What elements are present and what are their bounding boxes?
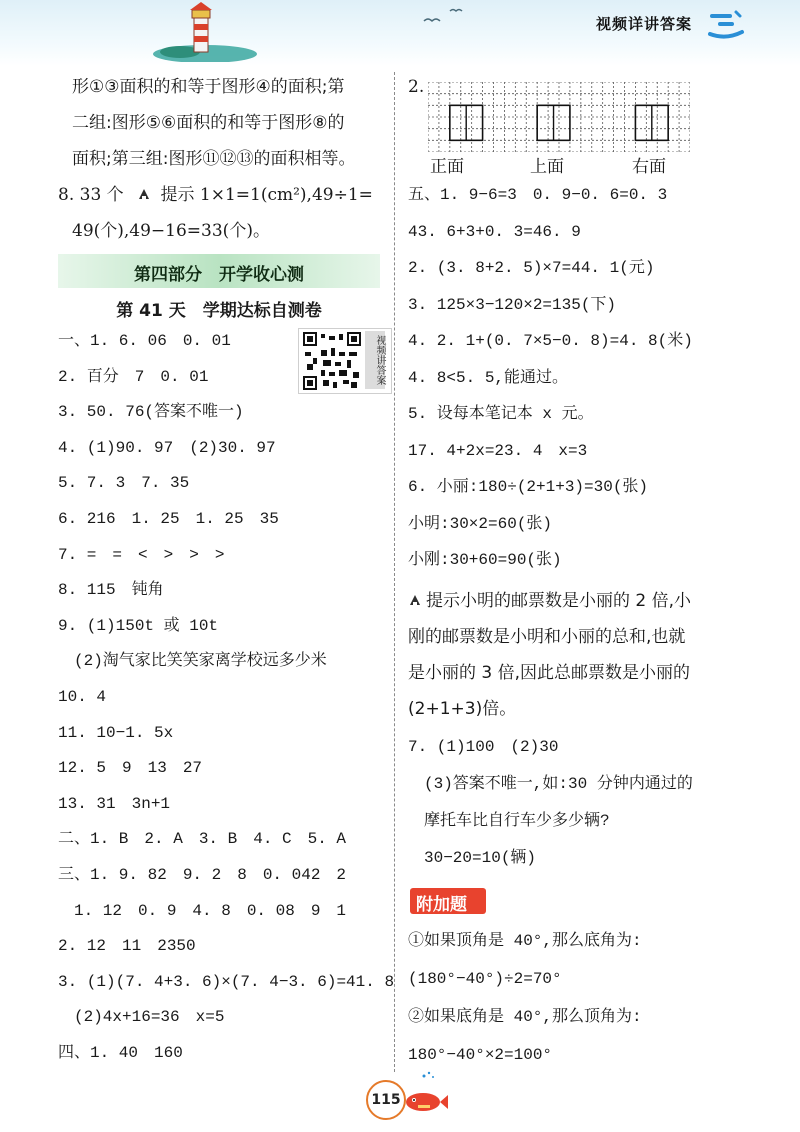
answer-line: 180°−40°×2=100° — [408, 1046, 553, 1064]
answer-line: 4. 8<5. 5,能通过。 — [408, 368, 569, 387]
answer-line: 11. 10−1. 5x — [58, 723, 174, 742]
answer-line: 5. 7. 3 7. 35 — [58, 474, 190, 493]
answer-line: 三、1. 9. 82 9. 2 8 0. 042 2 — [58, 866, 347, 884]
answer-line: 9. (1)150t 或 10t — [58, 616, 219, 635]
hint-text: (2+1+3)倍。 — [408, 699, 517, 719]
hint-label: 提示 — [160, 185, 195, 205]
answer-line: 7. = = < > > > — [58, 545, 225, 564]
continued-text-line: 面积;第三组:图形⑪⑫⑬的面积相等。 — [72, 149, 356, 169]
answer-line: 3. 50. 76(答案不唯一) — [58, 403, 244, 422]
answer-line: 一、1. 6. 06 0. 01 — [58, 332, 231, 350]
question-number: 2. — [408, 77, 425, 97]
hint-line — [408, 588, 691, 614]
answer-line — [58, 182, 373, 208]
answer-line: (2)4x+16=36 x=5 — [58, 1008, 225, 1027]
answer-line: 2. 12 11 2350 — [58, 937, 196, 956]
answer-line: 6. 小丽:180÷(2+1+3)=30(张) — [408, 478, 649, 496]
answer-line: 4. (1)90. 97 (2)30. 97 — [58, 438, 276, 457]
view-label-front: 正面 — [430, 157, 464, 177]
answer-line: (3)答案不唯一,如:30 分钟内通过的 — [408, 775, 693, 793]
hint-text: 是小丽的 3 倍,因此总邮票数是小丽的 — [408, 663, 691, 683]
answer-line: 3. 125×3−120×2=135(下) — [408, 295, 617, 314]
answer-text: 8. 33 个 — [58, 185, 124, 205]
answer-line: ②如果底角是 40°,那么顶角为: — [408, 1008, 642, 1026]
view-grid-diagram — [428, 82, 690, 152]
answer-line: 30−20=10(辆) — [408, 849, 537, 867]
answer-line: (2)淘气家比笑笑家离学校远多少米 — [58, 652, 327, 671]
qr-code-icon — [303, 332, 361, 390]
answer-line: 10. 4 — [58, 688, 107, 706]
answer-line: 12. 5 9 13 27 — [58, 759, 203, 778]
answer-line: 二、1. B 2. A 3. B 4. C 5. A — [58, 830, 347, 849]
answer-line: 2. 百分 7 0. 01 — [58, 367, 209, 386]
answer-line: 13. 31 3n+1 — [58, 794, 171, 813]
hint-icon — [137, 185, 160, 205]
qr-label: 视频讲答案 — [365, 331, 385, 389]
qr-code-block[interactable] — [298, 328, 392, 394]
bonus-label: 附加题 — [416, 895, 467, 915]
answer-line: 5. 设每本笔记本 x 元。 — [408, 405, 594, 423]
continued-text-line: 二组:图形⑤⑥面积的和等于图形⑧的 — [72, 113, 345, 133]
answer-line: 3. (1)(7. 4+3. 6)×(7. 4−3. 6)=41. 8 — [58, 972, 395, 991]
header-title: 视频详讲答案 — [596, 15, 693, 33]
answer-line: (180°−40°)÷2=70° — [408, 970, 562, 988]
section-title: 第四部分 开学收心测 — [134, 265, 304, 285]
answer-line: 17. 4+2x=23. 4 x=3 — [408, 441, 588, 460]
answer-line: 4. 2. 1+(0. 7×5−0. 8)=4. 8(米) — [408, 332, 693, 350]
view-label-right: 右面 — [632, 157, 666, 177]
answer-line: 6. 216 1. 25 1. 25 35 — [58, 510, 279, 528]
answer-line: 五、1. 9−6=3 0. 9−0. 6=0. 3 — [408, 186, 668, 204]
hint-icon — [408, 591, 426, 611]
answer-line: 四、1. 40 160 — [58, 1044, 183, 1062]
hint-text: 1×1=1(cm²),49÷1= — [194, 185, 373, 205]
fish-icon — [398, 1068, 448, 1118]
continued-text-line: 形①③面积的和等于图形④的面积;第 — [72, 77, 345, 97]
answer-line: 小刚:30+60=90(张) — [408, 551, 562, 569]
day-title: 第 41 天 学期达标自测卷 — [116, 301, 322, 321]
view-label-top: 上面 — [530, 157, 564, 177]
column-divider — [394, 72, 395, 1072]
answer-line: 摩托车比自行车少多少辆? — [408, 812, 610, 830]
answer-line: 7. (1)100 (2)30 — [408, 738, 559, 756]
hint-text: 刚的邮票数是小明和小丽的总和,也就 — [408, 627, 686, 647]
answer-line: 小明:30×2=60(张) — [408, 514, 553, 533]
birds-icon — [420, 5, 470, 27]
answer-line: 2. (3. 8+2. 5)×7=44. 1(元) — [408, 259, 655, 277]
answer-line: 43. 6+3+0. 3=46. 9 — [408, 222, 581, 241]
hint-text: 小明的邮票数是小丽的 2 倍,小 — [460, 591, 692, 611]
hint-label: 提示 — [426, 591, 460, 611]
lighthouse-icon — [150, 0, 260, 62]
answer-line: 49(个),49−16=33(个)。 — [72, 221, 270, 241]
answer-line: ①如果顶角是 40°,那么底角为: — [408, 932, 642, 950]
answer-line: 1. 12 0. 9 4. 8 0. 08 9 1 — [58, 901, 347, 920]
bonus-badge — [410, 888, 486, 914]
brand-logo-icon — [706, 6, 746, 40]
page-number: 115 — [366, 1080, 406, 1120]
answer-line: 8. 115 钝角 — [58, 581, 164, 600]
